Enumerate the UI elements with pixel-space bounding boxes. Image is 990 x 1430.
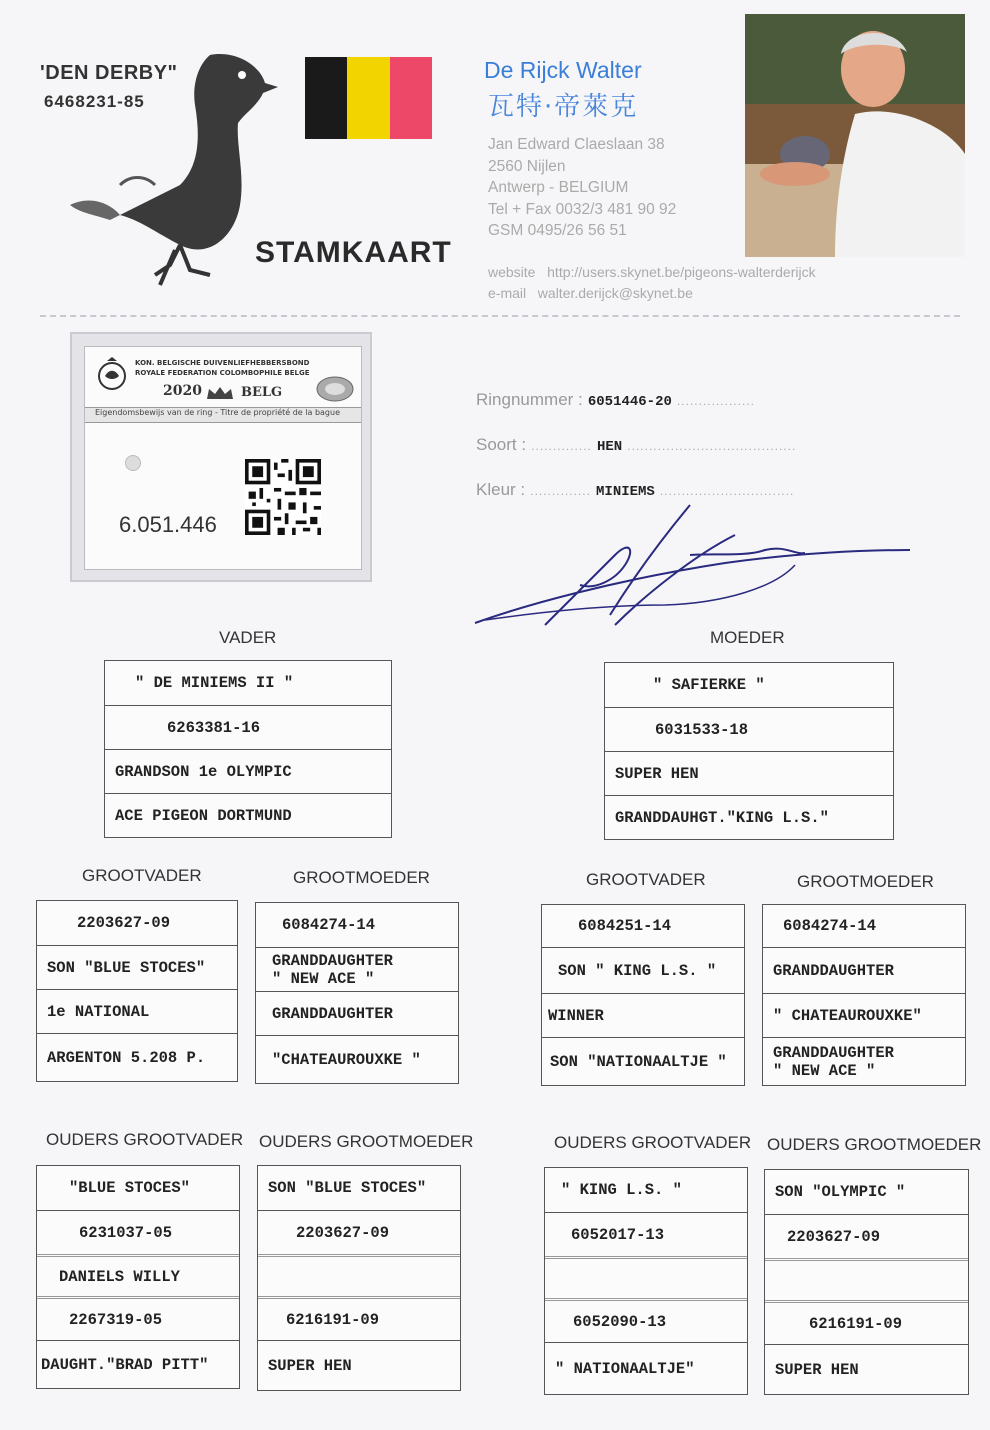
- grandparent-row: "CHATEAUROUXKE ": [256, 1035, 458, 1083]
- card-title-line2: ROYALE FEDERATION COLOMBOPHILE BELGE: [135, 369, 310, 377]
- breeder-name-chinese: 瓦特·帝萊克: [488, 92, 639, 122]
- great-grandparent-row: DAUGHT."BRAD PITT": [37, 1340, 239, 1388]
- color-label: Kleur :: [476, 480, 526, 499]
- belgian-flag: [305, 57, 432, 139]
- page-title: STAMKAART: [255, 236, 452, 269]
- sex-label: Soort :: [476, 435, 527, 454]
- grandmother-1-label: GROOTMOEDER: [293, 868, 430, 887]
- card-property-text: Eigendomsbewijs van de ring - Titre de propriété de la bague: [95, 408, 340, 417]
- crown-icon: [205, 385, 235, 401]
- great-grandparent-row: 6052090-13: [545, 1298, 747, 1342]
- flag-stripe-black: [305, 57, 347, 139]
- breeder-contact: [488, 134, 676, 242]
- gsm: GSM 0495/26 56 51: [488, 222, 627, 239]
- sire-box: [104, 660, 392, 838]
- field-dots: ..............: [530, 484, 591, 498]
- great-grandparents-2-label: OUDERS GROOTMOEDER: [259, 1132, 474, 1151]
- dam-note-1: SUPER HEN: [605, 751, 893, 795]
- great-grandparent-row: [258, 1254, 460, 1296]
- great-grandparents-4-label: OUDERS GROOTMOEDER: [767, 1135, 982, 1154]
- ring-number-field: [476, 390, 755, 410]
- card-ring-number: 6.051.446: [119, 512, 217, 537]
- great-grandparents-1-box: [36, 1165, 240, 1389]
- great-grandparents-3-box: [544, 1167, 748, 1395]
- address-line-1: Jan Edward Claeslaan 38: [488, 136, 665, 153]
- breeder-web: [488, 262, 816, 304]
- card-title-line1: KON. BELGISCHE DUIVENLIEFHEBBERSBOND: [135, 359, 310, 367]
- great-grandparents-3-label: OUDERS GROOTVADER: [554, 1133, 752, 1152]
- great-grandparents-1-label: OUDERS GROOTVADER: [46, 1130, 244, 1149]
- header-pigeon-name: 'DEN DERBY": [40, 62, 178, 84]
- flag-stripe-red: [390, 57, 432, 139]
- dam-note-2: GRANDDAUHGT."KING L.S.": [605, 795, 893, 839]
- breeder-name: De Rijck Walter: [484, 57, 642, 83]
- great-grandparent-row: " KING L.S. ": [561, 1181, 682, 1199]
- grandparent-row: " CHATEAUROUXKE": [763, 993, 965, 1037]
- great-grandparent-row: DANIELS WILLY: [37, 1254, 239, 1296]
- ring-number-label: Ringnummer :: [476, 390, 583, 409]
- sire-note-2: ACE PIGEON DORTMUND: [105, 793, 391, 837]
- great-grandparent-row: "BLUE STOCES": [69, 1179, 190, 1197]
- dam-label: MOEDER: [710, 628, 785, 647]
- sire-note-1: GRANDSON 1e OLYMPIC: [105, 749, 391, 793]
- field-dots: ...............................: [659, 484, 795, 498]
- dam-box: [604, 662, 894, 840]
- grandparent-row: 6084251-14: [578, 917, 672, 935]
- email-link[interactable]: walter.derijck@skynet.be: [537, 285, 693, 301]
- great-grandparent-row: 6216191-09: [765, 1300, 968, 1344]
- sire-name: " DE MINIEMS II ": [135, 674, 294, 692]
- great-grandparent-row: 2203627-09: [765, 1214, 968, 1258]
- great-grandparents-2-box: [257, 1165, 461, 1391]
- website-label: website: [488, 264, 536, 280]
- grandfather-1-label: GROOTVADER: [82, 866, 202, 885]
- great-grandparent-row: 6052017-13: [545, 1212, 747, 1256]
- great-grandparent-row: [765, 1258, 968, 1300]
- federation-emblem-icon: [97, 357, 127, 391]
- grandparent-row: GRANDDAUGHTER: [256, 991, 458, 1035]
- header-pigeon-ring: 6468231-85: [44, 92, 145, 111]
- grandparent-row: 1e NATIONAL: [37, 989, 237, 1033]
- grandparent-row: SON " KING L.S. ": [542, 947, 744, 993]
- breeder-photo: [745, 14, 965, 257]
- card-country: BELG: [241, 385, 283, 400]
- sex-field: [476, 435, 796, 455]
- great-grandparent-row: 6216191-09: [258, 1296, 460, 1340]
- dam-name: " SAFIERKE ": [653, 676, 765, 694]
- header-divider: [40, 315, 960, 317]
- grandmother-2-box: [762, 904, 966, 1086]
- field-dots: .......................................: [627, 439, 797, 453]
- signature-icon: [465, 495, 915, 635]
- email-label: e-mail: [488, 285, 527, 301]
- grandparent-row: GRANDDAUGHTER: [763, 947, 965, 993]
- phone: Tel + Fax 0032/3 481 90 92: [488, 200, 677, 218]
- grandparent-row: 6084274-14: [783, 917, 877, 935]
- great-grandparent-row: SUPER HEN: [258, 1340, 460, 1390]
- grandparent-row: GRANDDAUGHTER " NEW ACE ": [256, 947, 458, 991]
- ring-number-value: 6051446-20: [587, 394, 672, 410]
- address-line-2: 2560 Nijlen: [488, 157, 566, 175]
- grandparent-row: ARGENTON 5.208 P.: [37, 1033, 237, 1081]
- ring-badge-icon: [315, 375, 355, 403]
- dam-ring: 6031533-18: [605, 707, 893, 751]
- card-year: 2020: [163, 383, 202, 399]
- grandfather-2-box: [541, 904, 745, 1086]
- great-grandparent-row: SON "BLUE STOCES": [268, 1179, 427, 1197]
- great-grandparent-row: 6231037-05: [37, 1210, 239, 1254]
- sex-value: HEN: [596, 439, 623, 455]
- grandparent-row: SON "BLUE STOCES": [37, 945, 237, 989]
- flag-stripe-yellow: [347, 57, 389, 139]
- sire-label: VADER: [219, 628, 277, 647]
- great-grandparent-row: SON "OLYMPIC ": [775, 1183, 906, 1201]
- great-grandparent-row: 2267319-05: [37, 1296, 239, 1340]
- grandparent-row: 6084274-14: [282, 916, 376, 934]
- qr-code-icon: [245, 459, 321, 535]
- field-dots: ..................: [676, 394, 755, 408]
- grandparent-row: SON "NATIONAALTJE ": [542, 1037, 744, 1085]
- grandfather-1-box: [36, 900, 238, 1082]
- card-punch-hole: [125, 455, 141, 471]
- address-line-3: Antwerp - BELGIUM: [488, 179, 629, 196]
- color-value: MINIEMS: [596, 484, 655, 500]
- grandparent-row: WINNER: [542, 993, 744, 1037]
- grandparent-row: 2203627-09: [77, 914, 171, 932]
- field-dots: ..............: [531, 439, 592, 453]
- sire-ring: 6263381-16: [105, 705, 391, 749]
- ring-ownership-card: [70, 332, 372, 582]
- grandmother-2-label: GROOTMOEDER: [797, 872, 934, 891]
- great-grandparent-row: [545, 1256, 747, 1298]
- grandfather-2-label: GROOTVADER: [586, 870, 706, 889]
- great-grandparent-row: 2203627-09: [258, 1210, 460, 1254]
- great-grandparent-row: SUPER HEN: [765, 1344, 968, 1394]
- website-link[interactable]: http://users.skynet.be/pigeons-walterderijck: [547, 264, 816, 280]
- grandparent-row: GRANDDAUGHTER " NEW ACE ": [763, 1037, 965, 1085]
- great-grandparent-row: " NATIONAALTJE": [545, 1342, 747, 1394]
- grandmother-1-box: [255, 902, 459, 1084]
- great-grandparents-4-box: [764, 1169, 969, 1395]
